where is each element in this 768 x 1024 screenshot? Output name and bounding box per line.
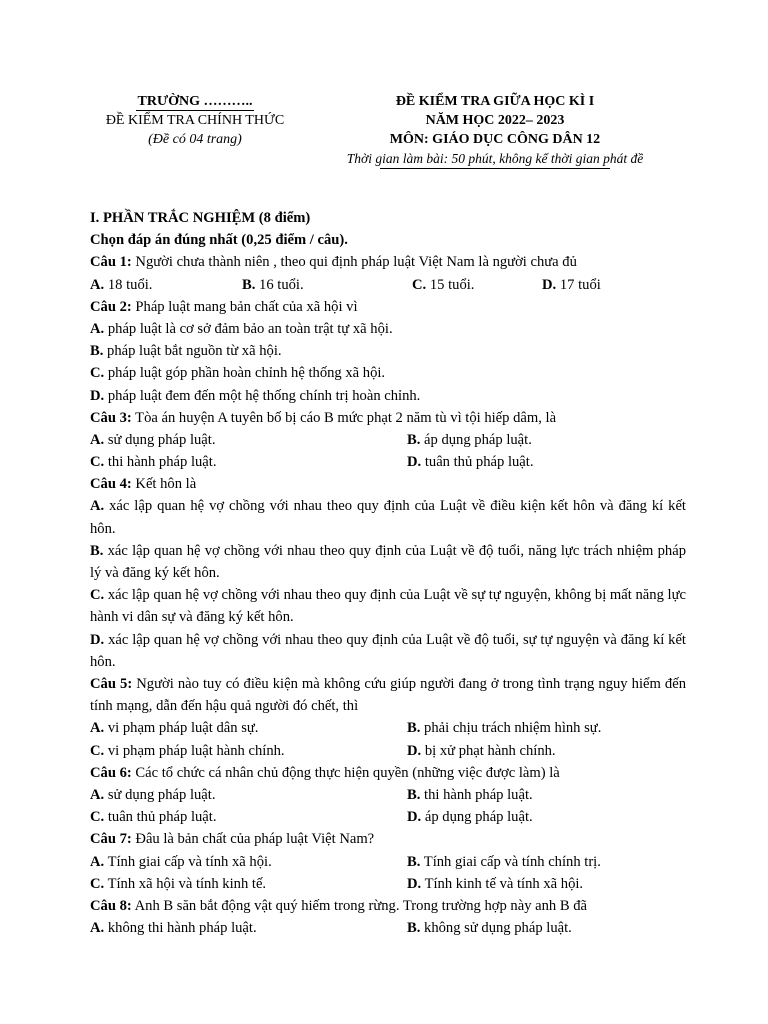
option-a[interactable]: A. vi phạm pháp luật dân sự. [90,720,259,737]
header-right [320,92,670,169]
option-d[interactable]: D. 17 tuổi [542,276,601,293]
option-a[interactable]: A. không thi hành pháp luật. [90,920,257,937]
header-left [80,92,310,149]
option-c[interactable]: C. thi hành pháp luật. [90,454,217,471]
option-d[interactable]: D. tuân thủ pháp luật. [407,454,534,471]
option-c[interactable]: C. xác lập quan hệ vợ chồng với nhau theo quy định của Luật về sự tự nguyện, không bị mất năng lực hành vi dân sự và đăng ký kết hôn. [90,587,686,626]
option-b[interactable]: B. không sử dụng pháp luật. [407,920,572,937]
options-row [90,917,686,939]
question-6: Câu 6: Các tổ chức cá nhân chủ động thực hiện quyền (những việc được làm) là [90,764,560,781]
option-d[interactable]: D. Tính kinh tế và tính xã hội. [407,875,584,892]
option-b[interactable]: B. xác lập quan hệ vợ chồng với nhau theo quy định của Luật về độ tuổi, năng lực trách nhiệm pháp lý và đăng ký kết hôn. [90,542,686,582]
options-row [90,806,686,828]
pages-note: (Đề có 04 trang) [148,132,242,147]
option-a[interactable]: A. pháp luật là cơ sở đảm bảo an toàn trật tự xã hội. [90,320,393,337]
question-3: Câu 3: Tòa án huyện A tuyên bố bị cáo B mức phạt 2 năm tù vì tội hiếp dâm, là [90,409,557,426]
subject: MÔN: GIÁO DỤC CÔNG DÂN 12 [389,132,601,147]
options-row [90,274,686,296]
option-d[interactable]: D. bị xử phạt hành chính. [407,742,556,759]
options-row [90,784,686,806]
option-c[interactable]: C. pháp luật góp phần hoàn chỉnh hệ thống xã hội. [90,365,386,382]
option-b[interactable]: B. thi hành pháp luật. [407,787,533,804]
question-2: Câu 2: Pháp luật mang bản chất của xã hội vì [90,298,358,315]
option-c[interactable]: C. tuân thủ pháp luật. [90,809,217,826]
option-c[interactable]: C. vi phạm pháp luật hành chính. [90,742,285,759]
exam-title: ĐỀ KIỂM TRA GIỮA HỌC KÌ I [395,94,595,109]
option-a[interactable]: A. xác lập quan hệ vợ chồng với nhau theo quy định của Luật về điều kiện kết hôn và đăng kí kết hôn. [90,498,686,537]
header-rule [380,168,610,169]
option-b[interactable]: B. pháp luật bắt nguồn từ xã hội. [90,343,282,360]
option-d[interactable]: D. áp dụng pháp luật. [407,809,533,826]
option-a[interactable]: A. 18 tuổi. [90,276,153,293]
option-b[interactable]: B. áp dụng pháp luật. [407,431,532,448]
option-a[interactable]: A. sử dụng pháp luật. [90,431,216,448]
exam-body [90,207,686,939]
question-4: Câu 4: Kết hôn là [90,476,197,493]
school-name: TRƯỜNG ……….. [137,94,253,109]
option-b[interactable]: B. 16 tuổi. [242,276,304,293]
time-allowed: Thời gian làm bài: 50 phút, không kể thời gian phát đề [346,151,644,166]
section-instruction: Chọn đáp án đúng nhất (0,25 điểm / câu). [90,232,348,249]
options-row [90,873,686,895]
school-year: NĂM HỌC 2022– 2023 [425,113,565,128]
options-row [90,451,686,473]
option-d[interactable]: D. pháp luật đem đến một hệ thống chính trị hoàn chỉnh. [90,387,421,404]
question-5: Câu 5: Người nào tuy có điều kiện mà không cứu giúp người đang ở trong tình trạng nguy hiểm đến tính mạng, dẫn đến hậu quả người đó chết, thì [90,676,686,715]
options-row [90,851,686,873]
option-a[interactable]: A. sử dụng pháp luật. [90,787,216,804]
option-a[interactable]: A. Tính giai cấp và tính xã hội. [90,853,272,870]
option-b[interactable]: B. phải chịu trách nhiệm hình sự. [407,720,602,737]
option-d[interactable]: D. xác lập quan hệ vợ chồng với nhau theo quy định của Luật về độ tuổi, sự tự nguyện và đăng kí kết hôn. [90,631,686,670]
question-label: Câu 1: [90,254,132,271]
question-text: Người chưa thành niên , theo qui định pháp luật Việt Nam là người chưa đủ [131,254,577,271]
options-row [90,429,686,451]
question-8: Câu 8: Anh B săn bắt động vật quý hiếm trong rừng. Trong trường hợp này anh B đã [90,897,588,914]
option-b[interactable]: B. Tính giai cấp và tính chính trị. [407,853,601,870]
section-title: I. PHẦN TRẮC NGHIỆM (8 điểm) [90,210,311,226]
option-c[interactable]: C. 15 tuổi. [412,276,475,293]
options-row [90,740,686,762]
exam-type: ĐỀ KIỂM TRA CHÍNH THỨC [105,113,285,128]
option-c[interactable]: C. Tính xã hội và tính kinh tế. [90,875,267,892]
question-1 [90,251,686,273]
options-row [90,717,686,739]
question-7: Câu 7: Đâu là bản chất của pháp luật Việt Nam? [90,831,375,848]
